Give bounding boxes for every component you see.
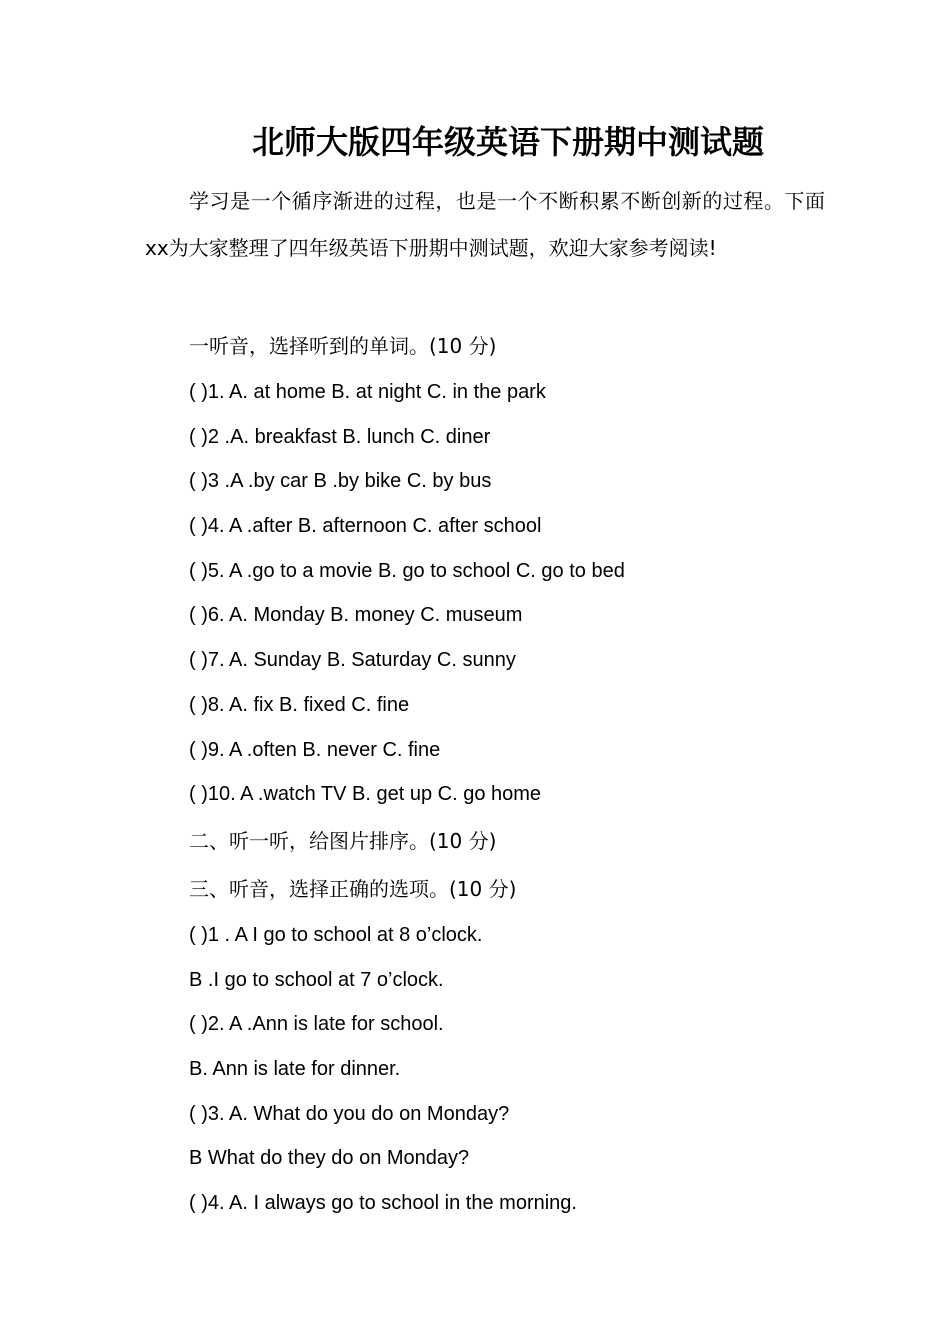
question-line: ( )1. A. at home B. at night C. in the park (189, 381, 546, 403)
question-line: B What do they do on Monday? (189, 1147, 470, 1170)
question-line: ( )5. A .go to a movie B. go to school C. go to bed (189, 559, 625, 582)
question-line: ( )3 .A .by car B .by bike C. by bus (189, 470, 492, 493)
question-line: ( )7. A. Sunday B. Saturday C. sunny (189, 649, 516, 672)
document-title: 北师大版四年级英语下册期中测试题 (251, 123, 764, 161)
question-line: B. Ann is late for dinner. (189, 1057, 401, 1080)
section-heading: 一听音，选择听到的单词。(10 分) (189, 334, 497, 358)
intro-paragraph: 学习是一个循序渐进的过程，也是一个不断积累不断创新的过程。下面xx为大家整理了四年级英语下册期中测试题，欢迎大家参考阅读! (145, 189, 825, 260)
question-line: ( )2 .A. breakfast B. lunch C. diner (189, 425, 491, 448)
section-heading: 三、听音，选择正确的选项。(10 分) (189, 876, 517, 901)
question-line: ( )4. A. I always go to school in the morning. (189, 1192, 577, 1214)
question-line: ( )8. A. fix B. fixed C. fine (189, 693, 410, 716)
question-line: B .I go to school at 7 o’clock. (189, 968, 444, 991)
question-line: ( )1 . A I go to school at 8 o’clock. (189, 923, 483, 946)
question-line: ( )10. A .watch TV B. get up C. go home (189, 783, 542, 806)
section-heading: 二、听一听，给图片排序。(10 分) (189, 828, 497, 853)
question-line: ( )9. A .often B. never C. fine (189, 738, 441, 761)
question-line: ( )4. A .after B. afternoon C. after school (189, 515, 542, 538)
question-list (189, 322, 889, 1226)
question-line: ( )3. A. What do you do on Monday? (189, 1102, 510, 1125)
question-line: ( )6. A. Monday B. money C. museum (189, 604, 523, 627)
question-line: ( )2. A .Ann is late for school. (189, 1013, 444, 1036)
